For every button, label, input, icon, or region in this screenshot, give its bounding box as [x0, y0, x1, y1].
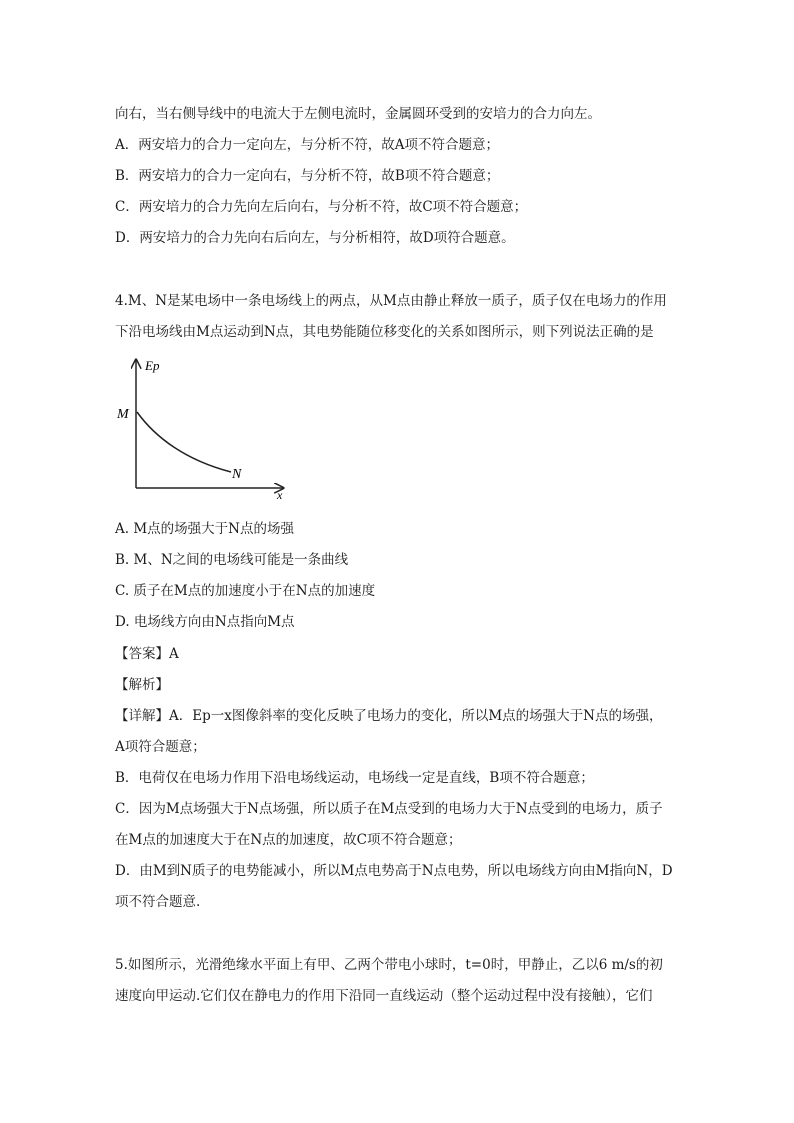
line-3: B．两安培力的合力一定向右，与分析不符，故B项不符合题意； — [115, 168, 500, 184]
analysis-heading: 【解析】 — [115, 677, 169, 693]
line-4: C．两安培力的合力先向左后向右，与分析不符，故C项不符合题意； — [115, 199, 528, 215]
detail-line-6: D．由M到N质子的电势能减小，所以M点电势高于N点电势，所以电场线方向由M指向N，D — [115, 863, 673, 879]
question-4-line-2: 下沿电场线由M点运动到N点，其电势能随位移变化的关系如图所示，则下列说法正确的是 — [115, 324, 654, 340]
question-5-line-2: 速度向甲运动.它们仅在静电力的作用下沿同一直线运动（整个运动过程中没有接触），它们 — [115, 988, 653, 1004]
option-d: D. 电场线方向由N点指向M点 — [115, 614, 295, 630]
potential-energy-graph — [115, 352, 295, 502]
option-a: A. M点的场强大于N点的场强 — [115, 521, 294, 537]
answer-label: 【答案】A — [115, 646, 179, 662]
detail-line-3: B．电荷仅在电场力作用下沿电场线运动，电场线一定是直线，B项不符合题意； — [115, 770, 594, 786]
detail-line-5: 在M点的加速度大于在N点的加速度，故C项不符合题意； — [115, 832, 462, 848]
question-4-line-1: 4.M、N是某电场中一条电场线上的两点，从M点由静止释放一质子，质子仅在电场力的作用 — [115, 293, 667, 309]
point-n-label: N — [232, 467, 242, 482]
y-axis-label: Ep — [145, 358, 160, 373]
detail-line-1: 【详解】A．Ep一x图像斜率的变化反映了电场力的变化，所以M点的场强大于N点的场强， — [115, 708, 663, 724]
option-c: C. 质子在M点的加速度小于在N点的加速度 — [115, 583, 376, 599]
option-b: B. M、N之间的电场线可能是一条曲线 — [115, 552, 349, 568]
x-axis-label: x — [277, 488, 283, 502]
line-2: A．两安培力的合力一定向左，与分析不符，故A项不符合题意； — [115, 137, 499, 153]
question-5-line-1: 5.如图所示，光滑绝缘水平面上有甲、乙两个带电小球时，t=0时，甲静止，乙以6 m/s的初 — [115, 957, 663, 973]
energy-curve — [137, 412, 231, 472]
line-5: D．两安培力的合力先向右后向左，与分析相符，故D项符合题意。 — [115, 230, 515, 246]
detail-line-2: A项符合题意； — [115, 739, 206, 755]
detail-line-7: 项不符合题意. — [115, 894, 201, 910]
line-1: 向右，当右侧导线中的电流大于左侧电流时，金属圆环受到的安培力的合力向左。 — [115, 106, 601, 122]
point-m-label: M — [117, 407, 129, 422]
detail-line-4: C．因为M点场强大于N点场强，所以质子在M点受到的电场力大于N点受到的电场力，质子 — [115, 801, 663, 817]
